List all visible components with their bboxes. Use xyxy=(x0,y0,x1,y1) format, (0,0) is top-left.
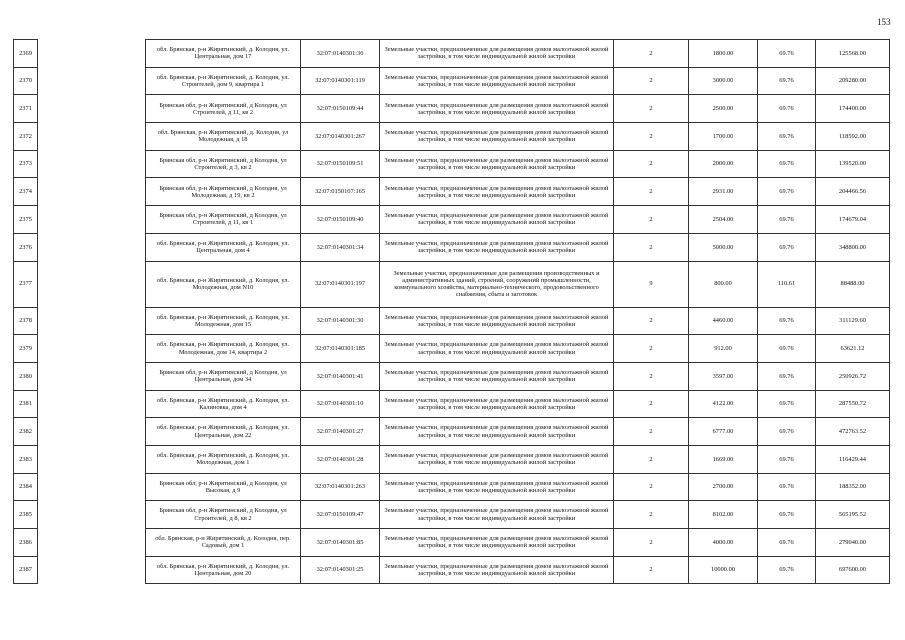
row-number: 2380 xyxy=(14,362,38,390)
area-cell: 2700.00 xyxy=(689,473,758,501)
row-number: 2384 xyxy=(14,473,38,501)
specific-value-cell: 69.76 xyxy=(758,529,816,557)
specific-value-cell: 69.76 xyxy=(758,67,816,95)
land-use-description-cell: Земельные участки, предназначенные для размещения домов малоэтажной жилой застройки, в том числе индивидуальной жилой застройки xyxy=(380,67,614,95)
cadastral-number-cell: 32:07:0140301:27 xyxy=(301,418,380,446)
cadastral-number-cell: 32:07:0140301:85 xyxy=(301,529,380,557)
use-code-cell: 2 xyxy=(614,529,689,557)
cadastral-value-cell: 116429.44 xyxy=(816,445,890,473)
specific-value-cell: 69.76 xyxy=(758,40,816,68)
empty-cell xyxy=(38,307,146,335)
specific-value-cell: 69.76 xyxy=(758,178,816,206)
specific-value-cell: 69.76 xyxy=(758,307,816,335)
specific-value-cell: 69.76 xyxy=(758,445,816,473)
empty-cell xyxy=(38,445,146,473)
land-use-description-cell: Земельные участки, предназначенные для размещения домов малоэтажной жилой застройки, в том числе индивидуальной жилой застройки xyxy=(380,418,614,446)
cadastral-value-cell: 279040.00 xyxy=(816,529,890,557)
empty-cell xyxy=(38,529,146,557)
cadastral-value-cell: 88488.00 xyxy=(816,261,890,307)
table-row xyxy=(14,178,890,206)
table-row xyxy=(14,473,890,501)
specific-value-cell: 69.76 xyxy=(758,206,816,234)
empty-cell xyxy=(38,556,146,584)
area-cell: 2500.00 xyxy=(689,95,758,123)
specific-value-cell: 69.76 xyxy=(758,473,816,501)
cadastral-number-cell: 32:07:0140301:197 xyxy=(301,261,380,307)
land-use-description-cell: Земельные участки, предназначенные для размещения производственных и административных зданий, строений, сооружений промышленности, коммунального хозяйства, материально-технического, продовольственного снабжения, сбыта и заготовок xyxy=(380,261,614,307)
address-cell: обл. Брянская, р-н Жирятинский, д. Колодня, ул. Строителей, дом 9, квартира 1 xyxy=(146,67,301,95)
specific-value-cell: 69.76 xyxy=(758,556,816,584)
empty-cell xyxy=(38,261,146,307)
land-use-description-cell: Земельные участки, предназначенные для размещения домов малоэтажной жилой застройки, в том числе индивидуальной жилой застройки xyxy=(380,335,614,363)
specific-value-cell: 69.76 xyxy=(758,390,816,418)
use-code-cell: 2 xyxy=(614,362,689,390)
use-code-cell: 2 xyxy=(614,123,689,151)
empty-cell xyxy=(38,390,146,418)
use-code-cell: 2 xyxy=(614,335,689,363)
table-row xyxy=(14,556,890,584)
cadastral-number-cell: 32:07:0150109:44 xyxy=(301,95,380,123)
table-body xyxy=(14,40,890,584)
address-cell: обл. Брянская, р-н Жирятинский, д. Колодня, ул. Центральная, дом 4 xyxy=(146,233,301,261)
address-cell: обл. Брянская, р-н Жирятинский, д. Колодня, ул. Молодежная, дом 1 xyxy=(146,445,301,473)
use-code-cell: 2 xyxy=(614,95,689,123)
cadastral-value-cell: 125568.00 xyxy=(816,40,890,68)
use-code-cell: 2 xyxy=(614,501,689,529)
cadastral-value-cell: 174400.00 xyxy=(816,95,890,123)
cadastral-value-cell: 63621.12 xyxy=(816,335,890,363)
address-cell: Брянская обл, р-н Жирятинский, д Колодня, ул Строителей, д 11, кв 1 xyxy=(146,206,301,234)
table-row xyxy=(14,95,890,123)
row-number: 2369 xyxy=(14,40,38,68)
table-row xyxy=(14,233,890,261)
cadastral-number-cell: 32:07:0150107:165 xyxy=(301,178,380,206)
page-number: 153 xyxy=(877,17,891,27)
address-cell: обл. Брянская, р-н Жирятинский, д. Колодня, ул. Центральная, дом 20 xyxy=(146,556,301,584)
land-use-description-cell: Земельные участки, предназначенные для размещения домов малоэтажной жилой застройки, в том числе индивидуальной жилой застройки xyxy=(380,556,614,584)
row-number: 2371 xyxy=(14,95,38,123)
land-use-description-cell: Земельные участки, предназначенные для размещения домов малоэтажной жилой застройки, в том числе индивидуальной жилой застройки xyxy=(380,390,614,418)
row-number: 2375 xyxy=(14,206,38,234)
row-number: 2373 xyxy=(14,150,38,178)
area-cell: 2931.00 xyxy=(689,178,758,206)
cadastral-number-cell: 32:07:0150109:51 xyxy=(301,150,380,178)
table-row xyxy=(14,529,890,557)
cadastral-value-cell: 209280.00 xyxy=(816,67,890,95)
area-cell: 5000.00 xyxy=(689,233,758,261)
area-cell: 4460.00 xyxy=(689,307,758,335)
address-cell: Брянская обл, р-н Жирятинский, д Колодня, ул Строителей, д 8, кв 2 xyxy=(146,501,301,529)
cadastral-number-cell: 32:07:0140301:10 xyxy=(301,390,380,418)
address-cell: обл. Брянская, р-н Жирятинский, д. Колодня, ул. Калиновка, дом 4 xyxy=(146,390,301,418)
specific-value-cell: 69.76 xyxy=(758,418,816,446)
area-cell: 3000.00 xyxy=(689,67,758,95)
cadastral-number-cell: 32:07:0140301:28 xyxy=(301,445,380,473)
table-row xyxy=(14,40,890,68)
cadastral-value-cell: 311129.60 xyxy=(816,307,890,335)
row-number: 2379 xyxy=(14,335,38,363)
empty-cell xyxy=(38,473,146,501)
address-cell: обл. Брянская, р-н Жирятинский, д. Колодня, пер. Садовый, дом 1 xyxy=(146,529,301,557)
cadastral-number-cell: 32:07:0140301:119 xyxy=(301,67,380,95)
area-cell: 1669.00 xyxy=(689,445,758,473)
land-use-description-cell: Земельные участки, предназначенные для размещения домов малоэтажной жилой застройки, в том числе индивидуальной жилой застройки xyxy=(380,307,614,335)
address-cell: Брянская обл, р-н Жирятинский, д Колодня, ул Центральная, дом 34 xyxy=(146,362,301,390)
land-use-description-cell: Земельные участки, предназначенные для размещения домов малоэтажной жилой застройки, в том числе индивидуальной жилой застройки xyxy=(380,178,614,206)
cadastral-value-cell: 565195.52 xyxy=(816,501,890,529)
empty-cell xyxy=(38,67,146,95)
land-use-description-cell: Земельные участки, предназначенные для размещения домов малоэтажной жилой застройки, в том числе индивидуальной жилой застройки xyxy=(380,445,614,473)
table-row xyxy=(14,307,890,335)
row-number: 2387 xyxy=(14,556,38,584)
land-use-description-cell: Земельные участки, предназначенные для размещения домов малоэтажной жилой застройки, в том числе индивидуальной жилой застройки xyxy=(380,95,614,123)
area-cell: 10000.00 xyxy=(689,556,758,584)
use-code-cell: 9 xyxy=(614,261,689,307)
land-use-description-cell: Земельные участки, предназначенные для размещения домов малоэтажной жилой застройки, в том числе индивидуальной жилой застройки xyxy=(380,501,614,529)
cadastral-number-cell: 32:07:0140301:34 xyxy=(301,233,380,261)
address-cell: обл. Брянская, р-н Жирятинский, д. Колодня, ул. Центральная, дом 17 xyxy=(146,40,301,68)
cadastral-value-cell: 139520.00 xyxy=(816,150,890,178)
use-code-cell: 2 xyxy=(614,206,689,234)
use-code-cell: 2 xyxy=(614,307,689,335)
address-cell: Брянская обл, р-н Жирятинский, д Колодня, ул Молодежная, д 19, кв 2 xyxy=(146,178,301,206)
address-cell: Брянская обл, р-н Жирятинский, д Колодня, ул Строителей, д 3, кв 2 xyxy=(146,150,301,178)
specific-value-cell: 69.76 xyxy=(758,501,816,529)
use-code-cell: 2 xyxy=(614,390,689,418)
address-cell: обл. Брянская, р-н Жирятинский, д. Колодня, ул Молодежная, д 18 xyxy=(146,123,301,151)
empty-cell xyxy=(38,418,146,446)
row-number: 2381 xyxy=(14,390,38,418)
address-cell: Брянская обл, р-н Жирятинский, д Колодня, ул Строителей, д 11, кв 2 xyxy=(146,95,301,123)
empty-cell xyxy=(38,40,146,68)
use-code-cell: 2 xyxy=(614,178,689,206)
row-number: 2378 xyxy=(14,307,38,335)
cadastral-value-cell: 118592.00 xyxy=(816,123,890,151)
address-cell: Брянская обл, р-н Жирятинский, д Колодня, ул Высокая, д 9 xyxy=(146,473,301,501)
cadastral-value-cell: 472763.52 xyxy=(816,418,890,446)
cadastral-number-cell: 32:07:0140301:30 xyxy=(301,307,380,335)
cadastral-value-cell: 348800.00 xyxy=(816,233,890,261)
area-cell: 2000.00 xyxy=(689,150,758,178)
land-use-description-cell: Земельные участки, предназначенные для размещения домов малоэтажной жилой застройки, в том числе индивидуальной жилой застройки xyxy=(380,40,614,68)
use-code-cell: 2 xyxy=(614,233,689,261)
area-cell: 1800.00 xyxy=(689,40,758,68)
area-cell: 4122.00 xyxy=(689,390,758,418)
empty-cell xyxy=(38,123,146,151)
area-cell: 912.00 xyxy=(689,335,758,363)
area-cell: 2504.00 xyxy=(689,206,758,234)
empty-cell xyxy=(38,362,146,390)
cadastral-number-cell: 32:07:0140301:267 xyxy=(301,123,380,151)
row-number: 2370 xyxy=(14,67,38,95)
cadastral-value-table xyxy=(13,39,890,584)
table-row xyxy=(14,206,890,234)
area-cell: 8102.00 xyxy=(689,501,758,529)
use-code-cell: 2 xyxy=(614,556,689,584)
cadastral-value-cell: 174679.04 xyxy=(816,206,890,234)
table-row xyxy=(14,445,890,473)
table-row xyxy=(14,390,890,418)
land-use-description-cell: Земельные участки, предназначенные для размещения домов малоэтажной жилой застройки, в том числе индивидуальной жилой застройки xyxy=(380,362,614,390)
land-use-description-cell: Земельные участки, предназначенные для размещения домов малоэтажной жилой застройки, в том числе индивидуальной жилой застройки xyxy=(380,529,614,557)
specific-value-cell: 69.76 xyxy=(758,123,816,151)
table-row xyxy=(14,335,890,363)
specific-value-cell: 69.76 xyxy=(758,95,816,123)
cadastral-value-cell: 188352.00 xyxy=(816,473,890,501)
specific-value-cell: 69.76 xyxy=(758,233,816,261)
specific-value-cell: 69.76 xyxy=(758,362,816,390)
empty-cell xyxy=(38,95,146,123)
empty-cell xyxy=(38,233,146,261)
table-row xyxy=(14,261,890,307)
table-row xyxy=(14,150,890,178)
land-use-description-cell: Земельные участки, предназначенные для размещения домов малоэтажной жилой застройки, в том числе индивидуальной жилой застройки xyxy=(380,473,614,501)
address-cell: обл. Брянская, р-н Жирятинский, д. Колодня, ул. Молодежная, дом 14, квартира 2 xyxy=(146,335,301,363)
row-number: 2382 xyxy=(14,418,38,446)
table-row xyxy=(14,418,890,446)
use-code-cell: 2 xyxy=(614,67,689,95)
row-number: 2376 xyxy=(14,233,38,261)
area-cell: 4000.00 xyxy=(689,529,758,557)
use-code-cell: 2 xyxy=(614,473,689,501)
row-number: 2377 xyxy=(14,261,38,307)
cadastral-number-cell: 32:07:0140301:41 xyxy=(301,362,380,390)
address-cell: обл. Брянская, р-н Жирятинский, д. Колодня, ул. Молодежная, дом 15 xyxy=(146,307,301,335)
empty-cell xyxy=(38,150,146,178)
empty-cell xyxy=(38,335,146,363)
cadastral-value-cell: 204466.56 xyxy=(816,178,890,206)
cadastral-value-cell: 697600.00 xyxy=(816,556,890,584)
land-use-description-cell: Земельные участки, предназначенные для размещения домов малоэтажной жилой застройки, в том числе индивидуальной жилой застройки xyxy=(380,233,614,261)
empty-cell xyxy=(38,501,146,529)
use-code-cell: 2 xyxy=(614,40,689,68)
address-cell: обл. Брянская, р-н Жирятинский, д. Колодня, ул. Молодежная, дом N10 xyxy=(146,261,301,307)
row-number: 2372 xyxy=(14,123,38,151)
area-cell: 1700.00 xyxy=(689,123,758,151)
table-row xyxy=(14,123,890,151)
cadastral-number-cell: 32:07:0150109:40 xyxy=(301,206,380,234)
cadastral-number-cell: 32:07:0140301:25 xyxy=(301,556,380,584)
use-code-cell: 2 xyxy=(614,418,689,446)
specific-value-cell: 69.76 xyxy=(758,150,816,178)
land-use-description-cell: Земельные участки, предназначенные для размещения домов малоэтажной жилой застройки, в том числе индивидуальной жилой застройки xyxy=(380,123,614,151)
use-code-cell: 2 xyxy=(614,150,689,178)
cadastral-number-cell: 32:07:0140301:36 xyxy=(301,40,380,68)
address-cell: обл. Брянская, р-н Жирятинский, д. Колодня, ул. Центральная, дом 22 xyxy=(146,418,301,446)
specific-value-cell: 110.61 xyxy=(758,261,816,307)
land-use-description-cell: Земельные участки, предназначенные для размещения домов малоэтажной жилой застройки, в том числе индивидуальной жилой застройки xyxy=(380,150,614,178)
land-use-description-cell: Земельные участки, предназначенные для размещения домов малоэтажной жилой застройки, в том числе индивидуальной жилой застройки xyxy=(380,206,614,234)
row-number: 2385 xyxy=(14,501,38,529)
table-row xyxy=(14,67,890,95)
table-row xyxy=(14,362,890,390)
cadastral-value-cell: 250926.72 xyxy=(816,362,890,390)
cadastral-number-cell: 32:07:0140301:185 xyxy=(301,335,380,363)
area-cell: 800.00 xyxy=(689,261,758,307)
cadastral-number-cell: 32:07:0150109:47 xyxy=(301,501,380,529)
use-code-cell: 2 xyxy=(614,445,689,473)
row-number: 2374 xyxy=(14,178,38,206)
cadastral-value-cell: 287550.72 xyxy=(816,390,890,418)
row-number: 2386 xyxy=(14,529,38,557)
area-cell: 3597.00 xyxy=(689,362,758,390)
row-number: 2383 xyxy=(14,445,38,473)
cadastral-number-cell: 32:07:0140301:263 xyxy=(301,473,380,501)
table-row xyxy=(14,501,890,529)
specific-value-cell: 69.76 xyxy=(758,335,816,363)
empty-cell xyxy=(38,206,146,234)
empty-cell xyxy=(38,178,146,206)
area-cell: 6777.00 xyxy=(689,418,758,446)
